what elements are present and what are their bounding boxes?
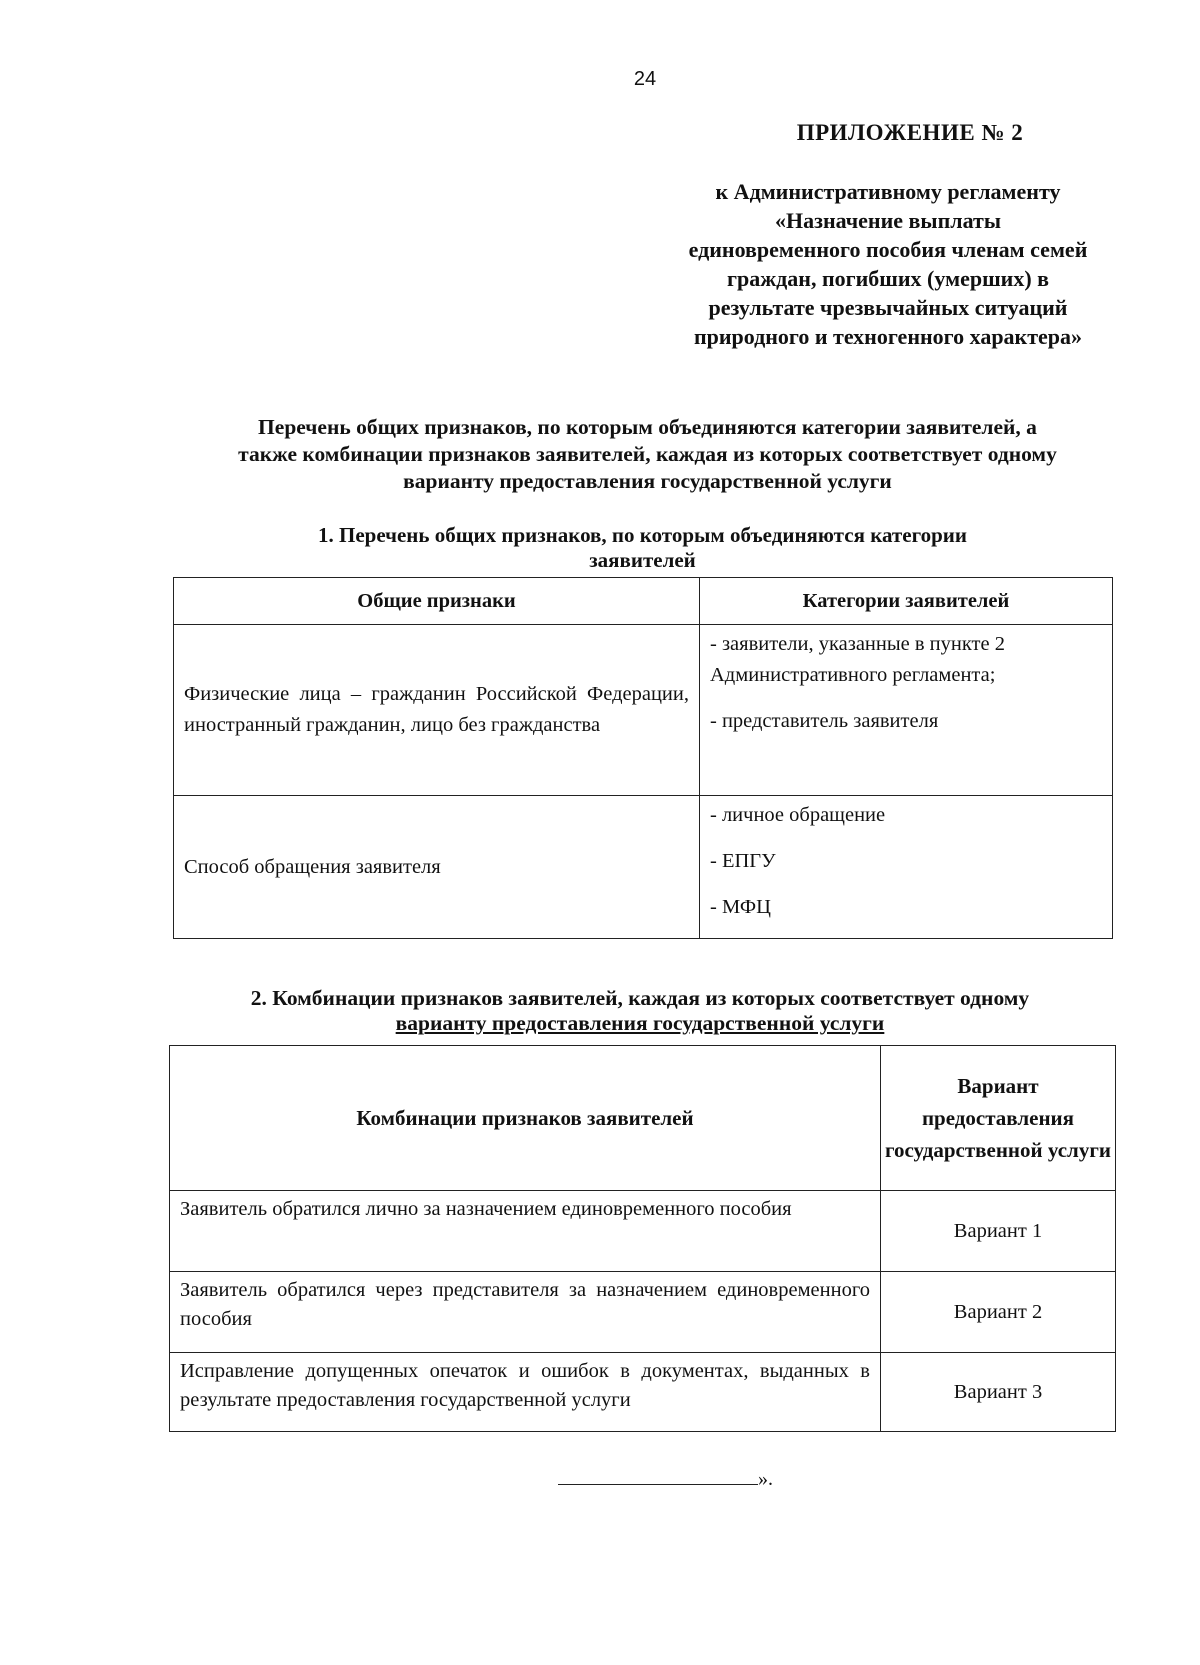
- regulation-line: единовременного пособия членам семей: [688, 237, 1088, 262]
- variant-cell: Вариант 1: [881, 1191, 1116, 1272]
- table-row: [170, 1191, 1116, 1272]
- section2-title-line: варианту предоставления государственной услуги: [395, 1011, 885, 1035]
- category-item: - представитель заявителя: [710, 710, 939, 732]
- categories-cell: [700, 796, 1113, 939]
- category-item: - заявители, указанные в пункте 2 Административного регламента;: [710, 633, 1005, 686]
- variant-cell: Вариант 2: [881, 1272, 1116, 1353]
- category-item: - ЕПГУ: [710, 850, 776, 872]
- regulation-line: «Назначение выплаты: [774, 208, 1002, 233]
- column-header: Категории заявителей: [700, 578, 1113, 625]
- column-header: Общие признаки: [174, 578, 700, 625]
- page-number: 24: [633, 68, 657, 90]
- section1-title-line: заявителей: [589, 548, 696, 572]
- variant-cell: Вариант 3: [881, 1353, 1116, 1432]
- section1-title: [170, 523, 1115, 573]
- combination-cell: Заявитель обратился лично за назначением единовременного пособия: [170, 1191, 881, 1272]
- combinations-table: [169, 1045, 1116, 1432]
- main-heading-line: варианту предоставления государственной услуги: [403, 469, 892, 493]
- regulation-line: к Административному регламенту: [715, 179, 1061, 204]
- regulation-reference: [668, 177, 1108, 351]
- closing-mark: [558, 1468, 773, 1491]
- table-row: [170, 1272, 1116, 1353]
- regulation-line: природного и техногенного характера»: [693, 324, 1083, 349]
- combination-cell: Заявитель обратился через представителя за назначением единовременного пособия: [170, 1272, 881, 1353]
- category-item: - личное обращение: [710, 804, 886, 826]
- regulation-line: результате чрезвычайных ситуаций: [708, 295, 1068, 320]
- main-heading-line: Перечень общих признаков, по которым объединяются категории заявителей, а: [258, 415, 1037, 439]
- table-header-row: [174, 578, 1113, 625]
- table-header-row: [170, 1046, 1116, 1191]
- feature-cell: Способ обращения заявителя: [174, 796, 700, 939]
- feature-cell: Физические лица – гражданин Российской Федерации, иностранный гражданин, лицо без гражданства: [174, 625, 700, 796]
- table-row: [174, 625, 1113, 796]
- main-heading: [170, 414, 1125, 495]
- section2-title-line: 2. Комбинации признаков заявителей, каждая из которых соответствует одному: [250, 986, 1030, 1010]
- signature-line: [558, 1468, 758, 1485]
- categories-cell: [700, 625, 1113, 796]
- table-row: [170, 1353, 1116, 1432]
- section2-title: [160, 986, 1120, 1036]
- main-heading-line: также комбинации признаков заявителей, каждая из которых соответствует одному: [238, 442, 1057, 466]
- category-item: - МФЦ: [710, 896, 771, 918]
- section1-title-line: 1. Перечень общих признаков, по которым объединяются категории: [318, 523, 967, 547]
- table-row: [174, 796, 1113, 939]
- column-header: Вариант предоставления государственной услуги: [881, 1046, 1116, 1191]
- combination-cell: Исправление допущенных опечаток и ошибок в документах, выданных в результате предоставления государственной услуги: [170, 1353, 881, 1432]
- closing-quote: ».: [758, 1468, 773, 1490]
- regulation-line: граждан, погибших (умерших) в: [726, 266, 1050, 291]
- appendix-title: ПРИЛОЖЕНИЕ № 2: [796, 120, 1024, 145]
- features-table: [173, 577, 1113, 939]
- column-header: Комбинации признаков заявителей: [170, 1046, 881, 1191]
